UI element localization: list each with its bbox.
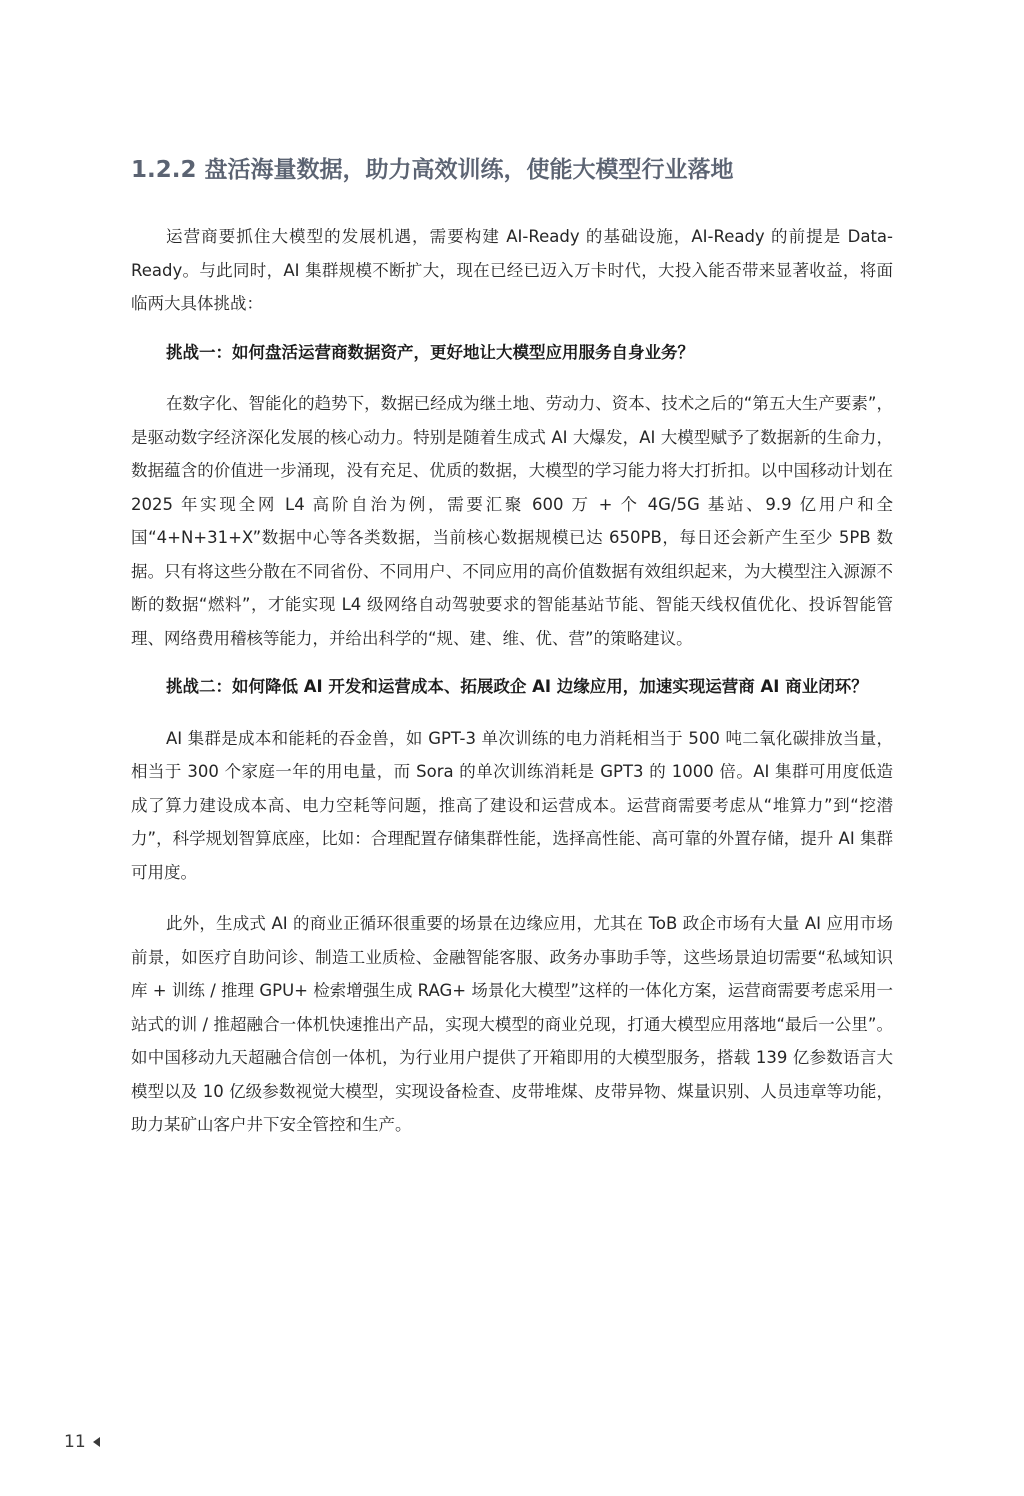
page-number: 11 [64,1432,86,1452]
page-footer [64,1430,100,1454]
challenge-one-heading: 挑战一：如何盘活运营商数据资产，更好地让大模型应用服务自身业务？ [166,342,694,362]
challenge-two-heading: 挑战二：如何降低 AI 开发和运营成本、拓展政企 AI 边缘应用，加速实现运营商 AI 商业闭环？ [166,677,868,696]
body-text [131,220,893,1142]
intro-paragraph: 运营商要抓住大模型的发展机遇，需要构建 AI-Ready 的基础设施，AI-Ready 的前提是 Data-Ready。与此同时，AI 集群规模不断扩大，现在已经已迈入万卡时代，大投入能否带来显著收益，将面临两大具体挑战： [131,227,893,313]
section-title: 1.2.2 盘活海量数据，助力高效训练，使能大模型行业落地 [131,157,734,183]
triangle-left-icon [93,1437,100,1447]
challenge-two-paragraph-1: AI 集群是成本和能耗的吞金兽，如 GPT-3 单次训练的电力消耗相当于 500 吨二氧化碳排放当量，相当于 300 个家庭一年的用电量，而 Sora 的单次训练消耗是 GPT3 的 1000 倍。AI 集群可用度低造成了算力建设成本高、电力空耗等问题，推高了建设和运营成本。运营商需要考虑从“堆算力”到“挖潜力”，科学规划智算底座，比如：合理配置存储集群性能，选择高性能、高可靠的外置存储，提升 AI 集群可用度。 [131,728,893,882]
challenge-two-paragraph-2: 此外，生成式 AI 的商业正循环很重要的场景在边缘应用，尤其在 ToB 政企市场有大量 AI 应用市场前景，如医疗自助问诊、制造工业质检、金融智能客服、政务办事助手等，这些场景迫切需要“私域知识库 + 训练 / 推理 GPU+ 检索增强生成 RAG+ 场景化大模型”这样的一体化方案，运营商需要考虑采用一站式的训 / 推超融合一体机快速推出产品，实现大模型的商业兑现，打通大模型应用落地“最后一公里”。如中国移动九天超融合信创一体机，为行业用户提供了开箱即用的大模型服务，搭载 139 亿参数语言大模型以及 10 亿级参数视觉大模型，实现设备检查、皮带堆煤、皮带异物、煤量识别、人员违章等功能，助力某矿山客户井下安全管控和生产。 [131,914,893,1134]
challenge-one-paragraph: 在数字化、智能化的趋势下，数据已经成为继土地、劳动力、资本、技术之后的“第五大生产要素”，是驱动数字经济深化发展的核心动力。特别是随着生成式 AI 大爆发，AI 大模型赋予了数据新的生命力，数据蕴含的价值进一步涌现，没有充足、优质的数据，大模型的学习能力将大打折扣。以中国移动计划在 2025 年实现全网 L4 高阶自治为例，需要汇聚 600 万 + 个 4G/5G 基站、9.9 亿用户和全国“4+N+31+X”数据中心等各类数据，当前核心数据规模已达 650PB，每日还会新产生至少 5PB 数据。只有将这些分散在不同省份、不同用户、不同应用的高价值数据有效组织起来，为大模型注入源源不断的数据“燃料”，才能实现 L4 级网络自动驾驶要求的智能基站节能、智能天线权值优化、投诉智能管理、网络费用稽核等能力，并给出科学的“规、建、维、优、营”的策略建议。 [131,394,893,648]
